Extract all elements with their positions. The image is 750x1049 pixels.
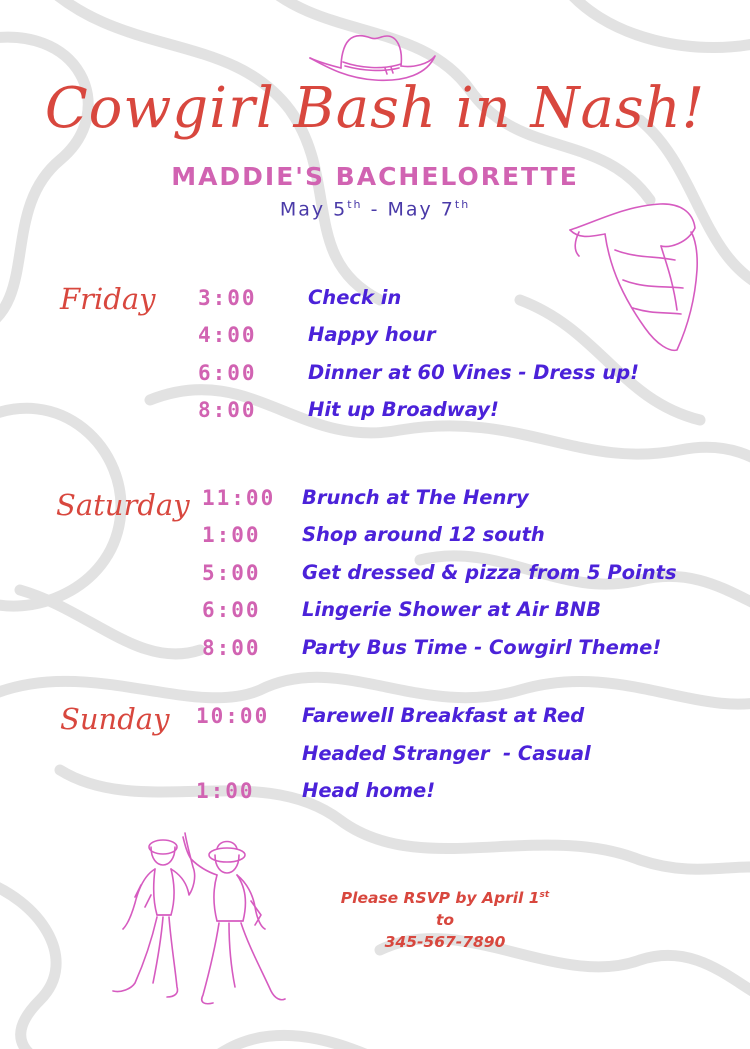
event-time: 6:00 bbox=[202, 598, 261, 622]
event-activity: Check in bbox=[308, 286, 402, 309]
event-title: Cowgirl Bash in Nash! bbox=[44, 76, 706, 141]
event-time: 8:00 bbox=[198, 398, 257, 422]
event-activity: Lingerie Shower at Air BNB bbox=[302, 598, 601, 621]
event-time: 11:00 bbox=[202, 486, 276, 510]
event-time: 1:00 bbox=[196, 779, 255, 803]
event-time: 1:00 bbox=[202, 523, 261, 547]
event-time: 6:00 bbox=[198, 361, 257, 385]
end-date: May 7 bbox=[387, 198, 455, 221]
event-activity: Dinner at 60 Vines - Dress up! bbox=[308, 361, 640, 384]
rsvp-line1 bbox=[300, 884, 590, 909]
event-subtitle: MADDIE'S BACHELORETTE bbox=[171, 162, 579, 191]
rsvp-deadline-suffix: st bbox=[539, 890, 550, 900]
event-activity: Hit up Broadway! bbox=[308, 398, 499, 421]
event-activity: Get dressed & pizza from 5 Points bbox=[302, 561, 677, 584]
dancing-cowgirls-icon bbox=[105, 825, 290, 1015]
event-activity: Head home! bbox=[302, 779, 436, 802]
bandana-icon bbox=[565, 200, 705, 360]
event-activity: Shop around 12 south bbox=[302, 523, 545, 546]
event-time: 3:00 bbox=[198, 286, 257, 310]
event-time: 8:00 bbox=[202, 636, 261, 660]
event-activity-continued: Headed Stranger - Casual bbox=[302, 742, 591, 765]
event-activity: Farewell Breakfast at Red bbox=[302, 704, 585, 727]
event-activity: Party Bus Time - Cowgirl Theme! bbox=[302, 636, 662, 659]
rsvp-connector: to bbox=[435, 911, 455, 930]
event-time: 4:00 bbox=[198, 323, 257, 347]
event-activity: Brunch at The Henry bbox=[302, 486, 529, 509]
day-label-sunday: Sunday bbox=[60, 702, 170, 736]
event-activity: Happy hour bbox=[308, 323, 436, 346]
start-date: May 5 bbox=[279, 198, 348, 221]
rsvp-deadline: Please RSVP by April 1 bbox=[340, 889, 540, 908]
start-date-suffix: th bbox=[347, 198, 363, 211]
day-label-friday: Friday bbox=[60, 282, 156, 316]
end-date-suffix: th bbox=[454, 198, 471, 211]
rsvp-note bbox=[300, 884, 590, 953]
event-time: 10:00 bbox=[196, 704, 270, 728]
event-time: 5:00 bbox=[202, 561, 261, 585]
date-separator: - bbox=[362, 198, 388, 221]
day-label-saturday: Saturday bbox=[56, 488, 190, 522]
rsvp-phone: 345-567-7890 bbox=[384, 933, 506, 952]
